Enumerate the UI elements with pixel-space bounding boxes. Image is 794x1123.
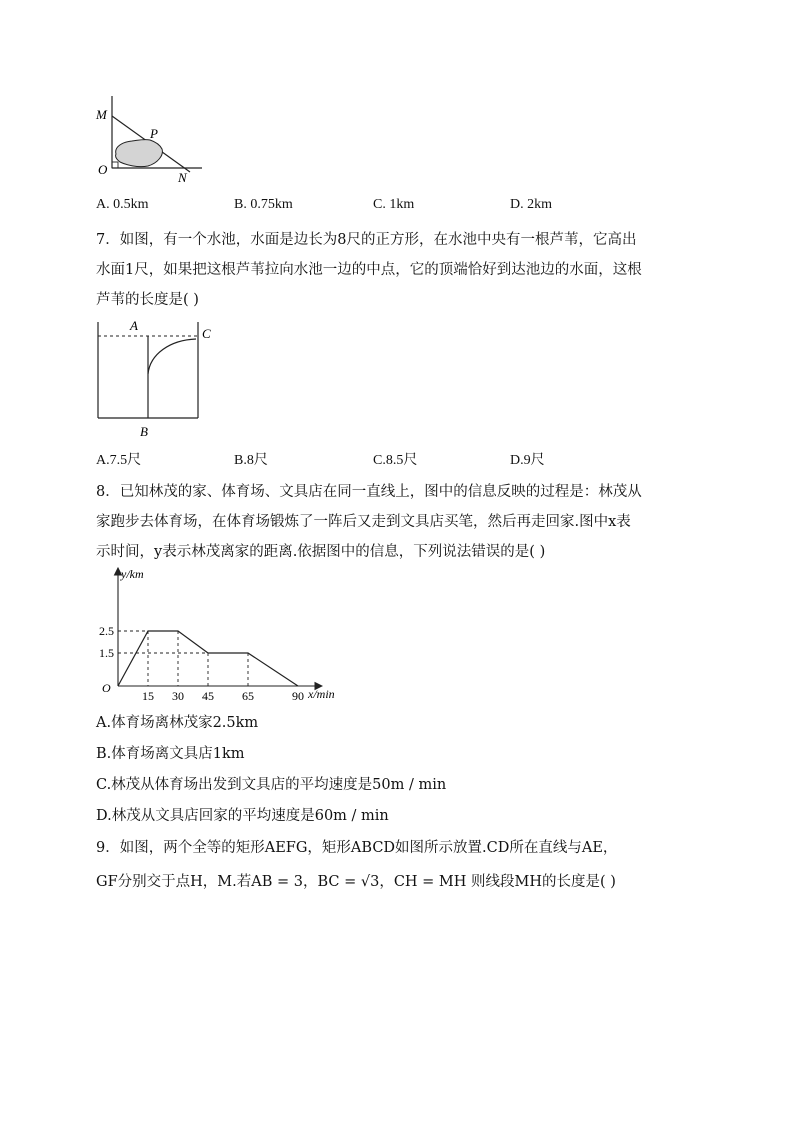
q9-text-line-1: 9．如图，两个全等的矩形AEFG，矩形ABCD如图所示放置.CD所在直线与AE， xyxy=(96,840,618,856)
label-a: A xyxy=(130,318,138,333)
q6-option-a[interactable]: A. 0.5km xyxy=(96,197,149,212)
label-o: O xyxy=(98,162,108,177)
q6-option-b[interactable]: B. 0.75km xyxy=(234,197,293,212)
chart-y-tick-label: 1.5 xyxy=(99,646,114,660)
q7-option-a[interactable]: A.7.5尺 xyxy=(96,453,142,468)
q7-option-d[interactable]: D.9尺 xyxy=(510,453,545,468)
label-n: N xyxy=(178,170,187,184)
q8-text-line-3: 示时间，y表示林茂离家的距离.依据图中的信息，下列说法错误的是( ) xyxy=(96,544,546,560)
chart-y-axis-label: y/km xyxy=(121,567,144,581)
q8-text-line-2: 家跑步去体育场，在体育场锻炼了一阵后又走到文具店买笔，然后再走回家.图中x表 xyxy=(96,514,631,530)
chart-x-tick-label: 65 xyxy=(242,689,254,703)
q8-option-d[interactable]: D.林茂从文具店回家的平均速度是60m / min xyxy=(96,808,389,824)
reed-bent-curve xyxy=(148,339,196,374)
q6-option-d[interactable]: D. 2km xyxy=(510,197,552,212)
chart-x-tick-label: 90 xyxy=(292,689,304,703)
right-angle-mark xyxy=(112,162,118,168)
lake-shape xyxy=(116,140,163,167)
label-b: B xyxy=(140,424,148,439)
chart-x-axis-label: x/min xyxy=(308,687,335,701)
label-m: M xyxy=(96,107,107,122)
chart-origin-label: O xyxy=(102,681,111,695)
chart-x-tick-label: 30 xyxy=(172,689,184,703)
chart-y-tick-label: 2.5 xyxy=(99,624,114,638)
chart-x-tick-label: 15 xyxy=(142,689,154,703)
figure-7 xyxy=(90,314,230,442)
q8-text-line-1: 8．已知林茂的家、体育场、文具店在同一直线上，图中的信息反映的过程是：林茂从 xyxy=(96,484,642,500)
distance-time-chart xyxy=(96,562,356,704)
q8-option-c[interactable]: C.林茂从体育场出发到文具店的平均速度是50m / min xyxy=(96,777,447,793)
q7-text-line-2: 水面1尺，如果把这根芦苇拉向水池一边的中点，它的顶端恰好到达池边的水面，这根 xyxy=(96,262,642,278)
figure-6 xyxy=(92,92,222,184)
q8-option-a[interactable]: A.体育场离林茂家2.5km xyxy=(96,715,259,731)
q7-option-c[interactable]: C.8.5尺 xyxy=(373,453,418,468)
q8-option-b[interactable]: B.体育场离文具店1km xyxy=(96,746,245,762)
q7-option-b[interactable]: B.8尺 xyxy=(234,453,268,468)
chart-x-tick-label: 45 xyxy=(202,689,214,703)
q7-text-line-1: 7．如图，有一个水池，水面是边长为8尺的正方形，在水池中央有一根芦苇，它高出 xyxy=(96,232,637,248)
q9-text-line-2: GF分别交于点H，M.若AB = 3，BC = √3，CH = MH 则线段MH的长度是( ) xyxy=(96,874,616,890)
q6-option-c[interactable]: C. 1km xyxy=(373,197,415,212)
label-p: P xyxy=(150,126,158,141)
q7-text-line-3: 芦苇的长度是( ) xyxy=(96,292,199,308)
label-c: C xyxy=(202,326,211,341)
